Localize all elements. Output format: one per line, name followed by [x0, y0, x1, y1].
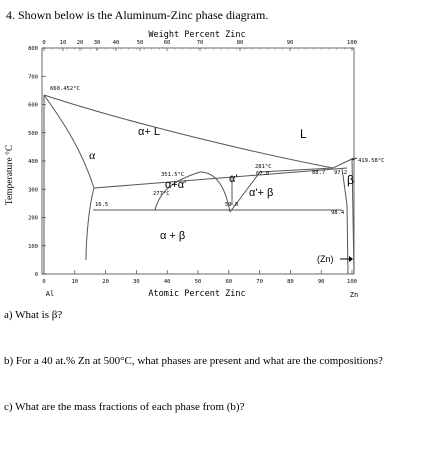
- bottom-tick-label: 70: [256, 279, 263, 285]
- top-tick-labels: [42, 40, 357, 46]
- al-element-label: Al: [45, 290, 55, 298]
- top-tick-label: 10: [59, 40, 67, 46]
- region-alpha-prime: α': [229, 173, 238, 185]
- label-887: 88.7: [312, 170, 326, 176]
- top-tick-label: 80: [236, 40, 244, 46]
- region-alpha-l: α+ L: [138, 126, 160, 138]
- label-281: 281°C: [255, 164, 272, 170]
- y-tick-label: 100: [28, 243, 38, 250]
- region-liquid: L: [300, 127, 307, 141]
- y-tick-label: 600: [28, 102, 38, 109]
- top-tick-label: 20: [76, 40, 84, 46]
- bottom-tick-label: 60: [225, 279, 233, 285]
- bottom-axis-label: Atomic Percent Zinc: [148, 289, 246, 299]
- y-tick-labels: [28, 46, 46, 278]
- bottom-tick-label: 10: [71, 279, 79, 285]
- question-b: b) For a 40 at.% Zn at 500°C, what phases are present and what are the compositions?: [4, 355, 383, 367]
- y-axis-label: Temperature °C: [5, 144, 15, 206]
- y-tick-label: 400: [28, 159, 38, 165]
- bottom-tick-label: 20: [102, 279, 109, 285]
- region-alpha: α: [89, 148, 96, 162]
- y-tick-label: 800: [28, 46, 38, 52]
- top-tick-label: 100: [347, 40, 357, 46]
- region-beta: β: [347, 173, 354, 187]
- question-a: a) What is β?: [4, 309, 63, 321]
- top-tick-label: 60: [163, 40, 171, 46]
- question-c: c) What are the mass fractions of each phase from (b)?: [4, 401, 245, 413]
- bottom-tick-label: 100: [347, 279, 357, 285]
- region-zn: (Zn): [317, 254, 334, 264]
- zn-element-label: Zn: [349, 291, 359, 299]
- label-277: 277°C: [153, 191, 170, 197]
- label-59: 59.0: [225, 202, 239, 208]
- y-tick-label: 700: [28, 74, 38, 81]
- top-tick-label: 50: [136, 40, 144, 46]
- y-tick-label: 300: [28, 187, 38, 194]
- bottom-tick-label: 80: [287, 279, 294, 285]
- top-tick-label: 0: [42, 40, 46, 46]
- bottom-tick-label: 50: [194, 279, 202, 285]
- y-tick-label: 200: [28, 215, 38, 222]
- label-67: 67.0: [256, 171, 270, 177]
- y-tick-label: 500: [28, 130, 38, 137]
- phase-boundaries: [44, 95, 354, 274]
- label-972: 97.2: [334, 170, 348, 176]
- zn-arrow-icon: [340, 256, 353, 262]
- label-zn-melt: 419.58°C: [358, 158, 385, 164]
- bottom-tick-label: 0: [42, 279, 46, 285]
- region-alphaprime-beta: α'+ β: [249, 187, 274, 199]
- label-351: 351.5°C: [161, 172, 185, 178]
- bottom-tick-label: 90: [317, 279, 325, 285]
- bottom-axis-ticks: [44, 270, 352, 274]
- y-tick-label: 0: [34, 272, 38, 278]
- bottom-tick-label: 30: [133, 279, 140, 285]
- top-tick-label: 90: [286, 40, 294, 46]
- top-axis-ticks: [44, 48, 352, 51]
- top-tick-label: 70: [196, 40, 204, 46]
- label-al-melt: 660.452°C: [50, 86, 80, 92]
- bottom-tick-labels: [42, 279, 357, 285]
- label-984: 98.4: [331, 210, 345, 216]
- top-tick-label: 40: [112, 40, 120, 46]
- label-165: 16.5: [95, 202, 109, 208]
- top-tick-label: 30: [93, 40, 101, 46]
- bottom-tick-label: 40: [163, 279, 171, 285]
- solidus-line: [44, 95, 94, 188]
- top-axis-label: Weight Percent Zinc: [148, 30, 246, 40]
- region-alpha-beta: α + β: [160, 230, 186, 242]
- alpha-solvus-line: [86, 188, 94, 260]
- region-alpha-alphaprime: α+α': [165, 179, 187, 191]
- question-title: 4. Shown below is the Aluminum-Zinc phase diagram.: [6, 8, 269, 22]
